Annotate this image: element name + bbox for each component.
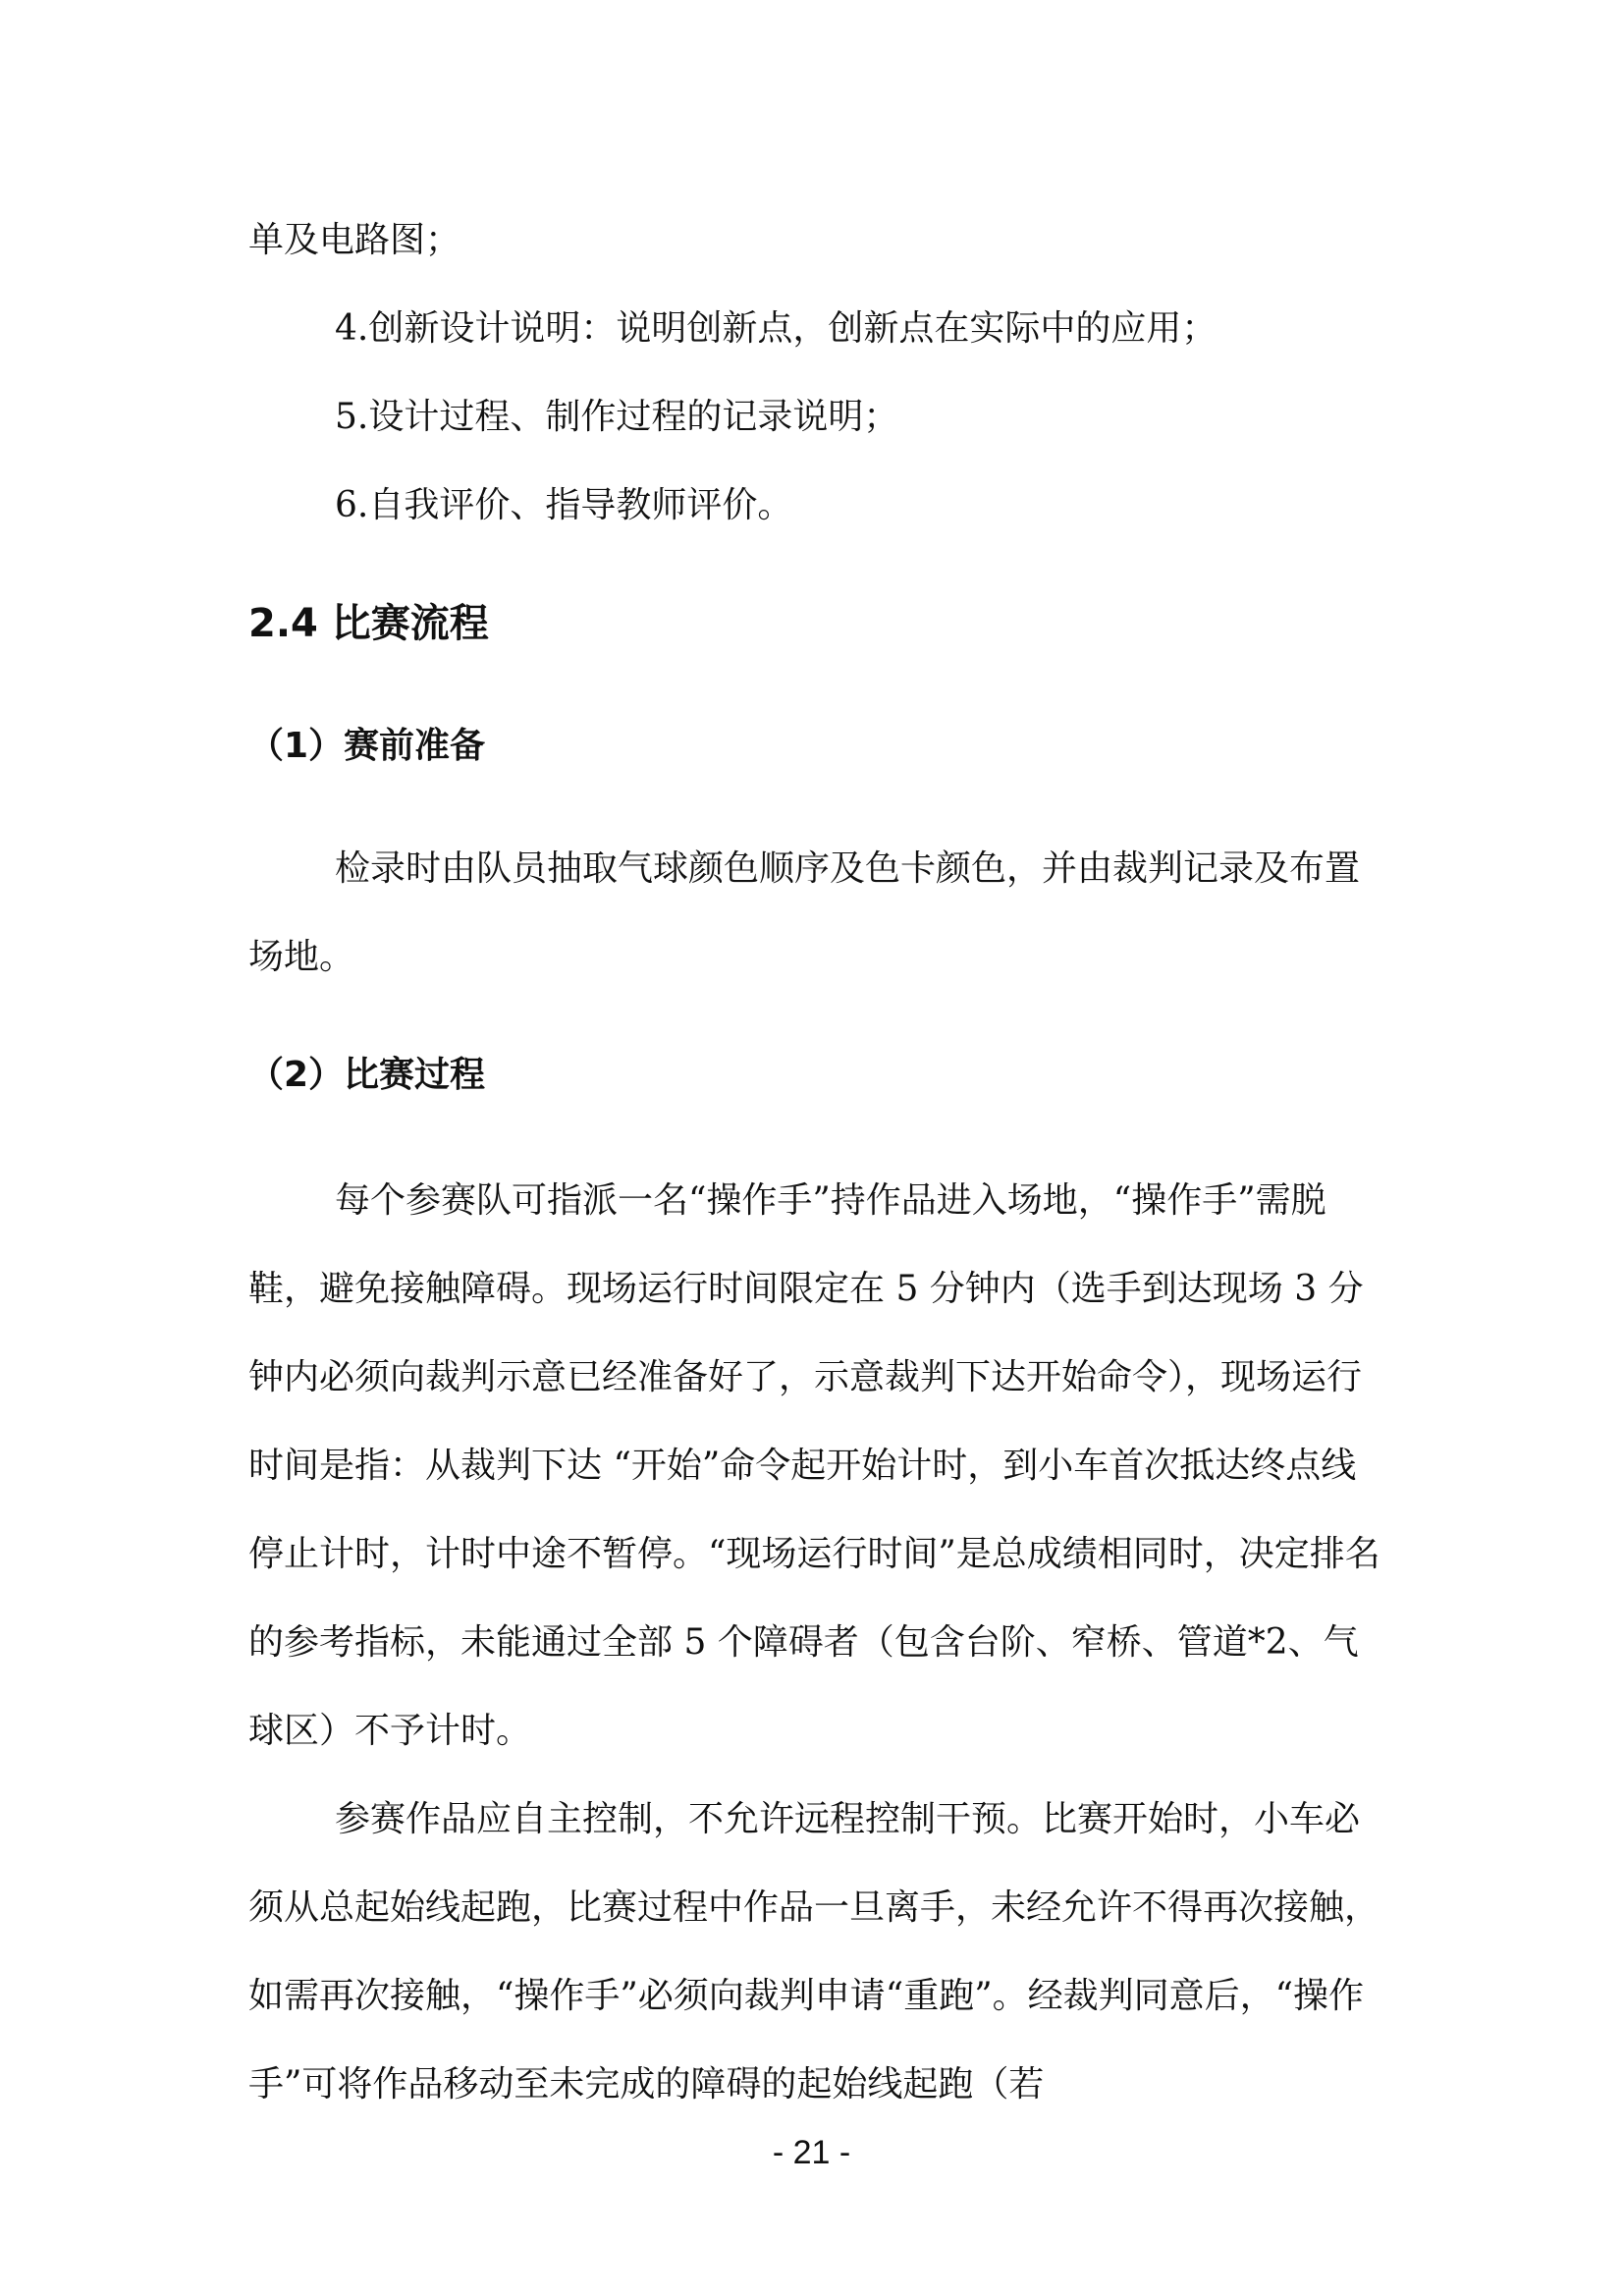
paragraph-process-rules: 每个参赛队可指派一名“操作手”持作品进入场地，“操作手”需脱鞋，避免接触障碍。现场运行时间限定在 5 分钟内（选手到达现场 3 分钟内必须向裁判示意已经准备好了，示意裁判下达开始命令），现场运行时间是指：从裁判下达 “开始”命令起开始计时，到小车首次抵达终点线停止计时，计时中途不暂停。“现场运行时间”是总成绩相同时，决定排名的参考指标，未能通过全部 5 个障碍者（包含台阶、窄桥、管道*2、气球区）不予计时。: [248, 1180, 1380, 1751]
subsection-heading-process: （2）比赛过程: [248, 1055, 486, 1095]
page-number: - 21 -: [772, 2134, 851, 2171]
paragraph-preparation: 检录时由队员抽取气球颜色顺序及色卡颜色，并由裁判记录及布置场地。: [248, 848, 1361, 977]
list-item-6: 6.自我评价、指导教师评价。: [335, 485, 793, 525]
subsection-heading-preparation: （1）赛前准备: [248, 726, 486, 766]
list-item-5: 5.设计过程、制作过程的记录说明；: [335, 397, 899, 437]
list-item-continuation: 单及电路图；: [248, 220, 461, 260]
paragraph-process-control: 参赛作品应自主控制，不允许远程控制干预。比赛开始时，小车必须从总起始线起跑，比赛过程中作品一旦离手，未经允许不得再次接触，如需再次接触，“操作手”必须向裁判申请“重跑”。经裁判同意后，“操作手”可将作品移动至未完成的障碍的起始线起跑（若: [248, 1799, 1380, 2105]
section-heading: 2.4 比赛流程: [248, 601, 489, 646]
list-item-4: 4.创新设计说明：说明创新点，创新点在实际中的应用；: [335, 308, 1217, 349]
